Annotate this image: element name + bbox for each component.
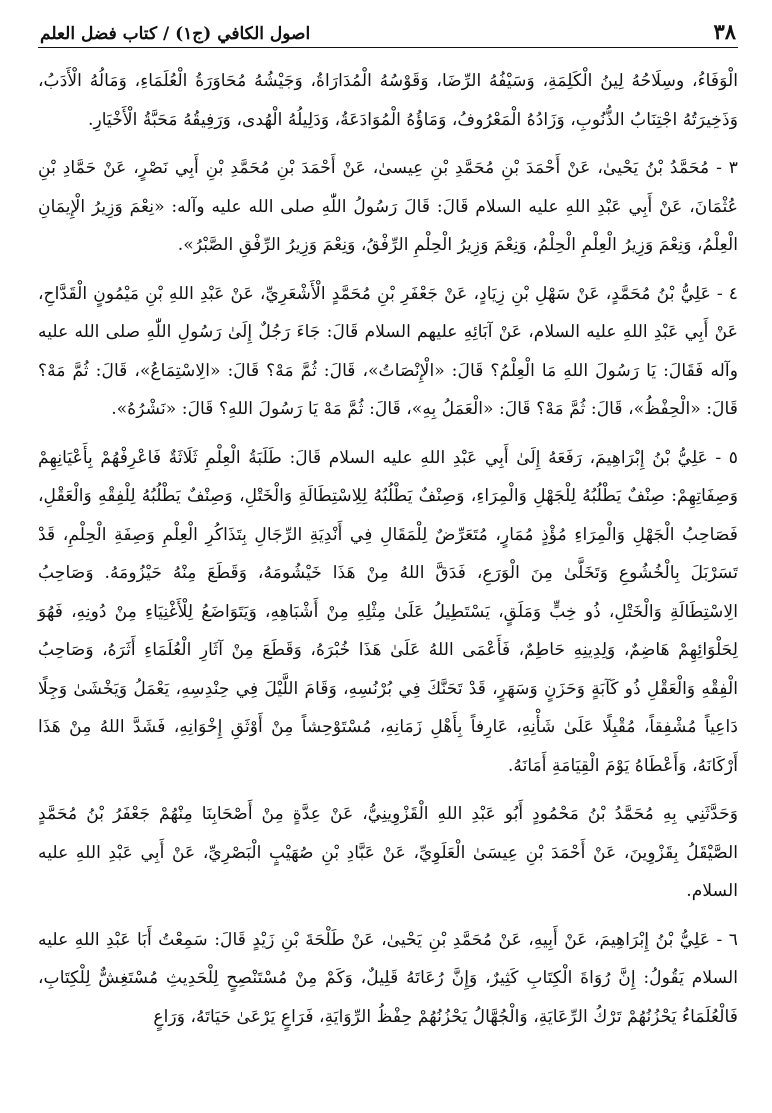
hadith-5: ٥ - عَلِيُّ بْنُ إِبْرَاهِيمَ، رَفَعَهُ إِلَىٰ أَبِي عَبْدِ اللهِ عليه السلام قَالَ: طَلَبَةُ الْعِلْمِ ثَلَاثَةٌ فَاعْرِفْهُمْ بِأَعْيَانِهِمْ وَصِفَاتِهِمْ: صِنْفٌ يَطْلُبُهُ لِلْجَهْلِ وَالْمِرَاءِ، وَصِنْفٌ يَطْلُبُهُ لِلِاسْتِطَالَةِ وَالْخَتْلِ، وَصِنْفٌ يَطْلُبُهُ لِلْفِقْهِ وَالْعَقْلِ، فَصَاحِبُ الْجَهْلِ وَالْمِرَاءِ مُؤْذٍ مُمَارٍ، مُتَعَرِّضٌ لِلْمَقَالِ فِي أَنْدِيَةِ الرِّجَالِ بِتَذَاكُرِ الْعِلْمِ وَصِفَةِ الْحِلْمِ، قَدْ تَسَرْبَلَ بِالْخُشُوعِ وَتَخَلَّىٰ مِنَ الْوَرَعِ، فَدَقَّ اللهُ مِنْ هَذَا خَيْشُومَهُ، وَقَطَعَ مِنْهُ حَيْزُومَهُ. وَصَاحِبُ الِاسْتِطَالَةِ وَالْخَتْلِ، ذُو خِبٍّ وَمَلَقٍ، يَسْتَطِيلُ عَلَىٰ مِثْلِهِ مِنْ أَشْبَاهِهِ، وَيَتَوَاضَعُ لِلْأَغْنِيَاءِ مِنْ دُونِهِ، فَهُوَ لِحَلْوَائِهِمْ هَاضِمٌ، وَلِدِينِهِ حَاطِمٌ، فَأَعْمَى اللهُ عَلَىٰ هَذَا خُبْرَهُ، وَقَطَعَ مِنْ آثَارِ الْعُلَمَاءِ أَثَرَهُ، وَصَاحِبُ الْفِقْهِ وَالْعَقْلِ ذُو كَآبَةٍ وَحَزَنٍ وَسَهَرٍ، قَدْ تَحَنَّكَ فِي بُرْنُسِهِ، وَقَامَ اللَّيْلَ فِي حِنْدِسِهِ، يَعْمَلُ وَيَخْشَىٰ وَجِلًا دَاعِياً مُشْفِقاً، مُقْبِلًا عَلَىٰ شَأْنِهِ، عَارِفاً بِأَهْلِ زَمَانِهِ، مُسْتَوْحِشاً مِنْ أَوْثَقِ إِخْوَانِهِ، فَشَدَّ اللهُ مِنْ هَذَا أَرْكَانَهُ، وَأَعْطَاهُ يَوْمَ الْقِيَامَةِ أَمَانَهُ. [38,447,738,776]
page-header [38,10,738,48]
running-head: اصول الكافي (ج١) / كتاب فضل العلم [40,24,311,44]
hadith-6: ٦ - عَلِيُّ بْنُ إِبْرَاهِيمَ، عَنْ أَبِيهِ، عَنْ مُحَمَّدِ بْنِ يَحْيىٰ، عَنْ طَلْحَةَ بْنِ زَيْدٍ قَالَ: سَمِعْتُ أَبَا عَبْدِ اللهِ عليه السلام يَقُولُ: إِنَّ رُوَاةَ الْكِتَابِ كَثِيرٌ، وَإِنَّ رُعَاتَهُ قَلِيلٌ، وَكَمْ مِنْ مُسْتَنْصِحٍ لِلْحَدِيثِ مُسْتَغِشٌّ لِلْكِتَابِ، فَالْعُلَمَاءُ يَحْزُنُهُمْ تَرْكُ الرِّعَايَةِ، وَالْجُهَّالُ يَحْزُنُهُمْ حِفْظُ الرِّوَايَةِ، فَرَاعٍ يَرْعَىٰ حَيَاتَهُ، وَرَاعٍ [38,929,738,1027]
hadith-4: ٤ - عَلِيُّ بْنُ مُحَمَّدٍ، عَنْ سَهْلِ بْنِ زِيَادٍ، عَنْ جَعْفَرِ بْنِ مُحَمَّدٍ الْأَشْعَرِيِّ، عَنْ عَبْدِ اللهِ بْنِ مَيْمُونٍ الْقَدَّاحِ، عَنْ أَبِي عَبْدِ اللهِ عليه السلام، عَنْ آبَائِهِ عليهم السلام قَالَ: جَاءَ رَجُلٌ إِلَىٰ رَسُولِ اللّٰهِ صلى الله عليه وآله فَقَالَ: يَا رَسُولَ اللهِ مَا الْعِلْمُ؟ قَالَ: «الْإِنْصَاتُ»، قَالَ: ثُمَّ مَهْ؟ قَالَ: «الِاسْتِمَاعُ»، قَالَ: ثُمَّ مَهْ؟ قَالَ: «الْحِفْظُ»، قَالَ: ثُمَّ مَهْ؟ قَالَ: «الْعَمَلُ بِهِ»، قَالَ: ثُمَّ مَهْ يَا رَسُولَ اللهِ؟ قَالَ: «نَشْرُهُ». [38,283,738,419]
page-body [38,62,738,1036]
paragraph-continuation: الْوَفَاءُ، وسِلَاحُهُ لِينُ الْكَلِمَةِ، وَسَيْفُهُ الرِّضَا، وَقَوْسُهُ الْمُدَارَاةُ، وَجَيْشُهُ مُحَاوَرَةُ الْعُلَمَاءِ، وَمَالُهُ الْأَدَبُ، وَذَخِيرَتُهُ اجْتِنَابُ الذُّنُوبِ، وَزَادُهُ الْمَعْرُوفُ، وَمَاؤُهُ الْمُوَادَعَةُ، وَدَلِيلُهُ الْهُدى، وَرَفِيقُهُ مَحَبَّةُ الْأَخْيَارِ. [38,71,738,130]
document-page [38,10,738,1105]
alternate-chain: وَحَدَّثَنِي بِهِ مُحَمَّدُ بْنُ مَحْمُودٍ أَبُو عَبْدِ اللهِ الْقَزْوِينِيُّ، عَنْ عِدَّةٍ مِنْ أَصْحَابِنَا مِنْهُمْ جَعْفَرُ بْنُ مُحَمَّدٍ الصَّيْقَلُ بِقَزْوِينَ، عَنْ أَحْمَدَ بْنِ عِيسَىٰ الْعَلَوِيِّ، عَنْ عَبَّادِ بْنِ صُهَيْبٍ الْبَصْرِيِّ، عَنْ أَبِي عَبْدِ اللهِ عليه السلام. [38,804,738,901]
hadith-3: ٣ - مُحَمَّدُ بْنُ يَحْيىٰ، عَنْ أَحْمَدَ بْنِ مُحَمَّدِ بْنِ عِيسىٰ، عَنْ أَحْمَدَ بْنِ مُحَمَّدِ بْنِ أَبِي نَصْرٍ، عَنْ حَمَّادِ بْنِ عُثْمَانَ، عَنْ أَبِي عَبْدِ اللهِ عليه السلام قَالَ: قَالَ رَسُولُ اللّٰهِ صلى الله عليه وآله: «نِعْمَ وَزِيرُ الْإِيمَانِ الْعِلْمُ، وَنِعْمَ وَزِيرُ الْعِلْمِ الْحِلْمُ، وَنِعْمَ وَزِيرُ الْحِلْمِ الرِّفْقُ، وَنِعْمَ وَزِيرُ الرِّفْقِ الصَّبْرُ». [38,158,738,255]
page-number: ٣٨ [713,19,736,44]
